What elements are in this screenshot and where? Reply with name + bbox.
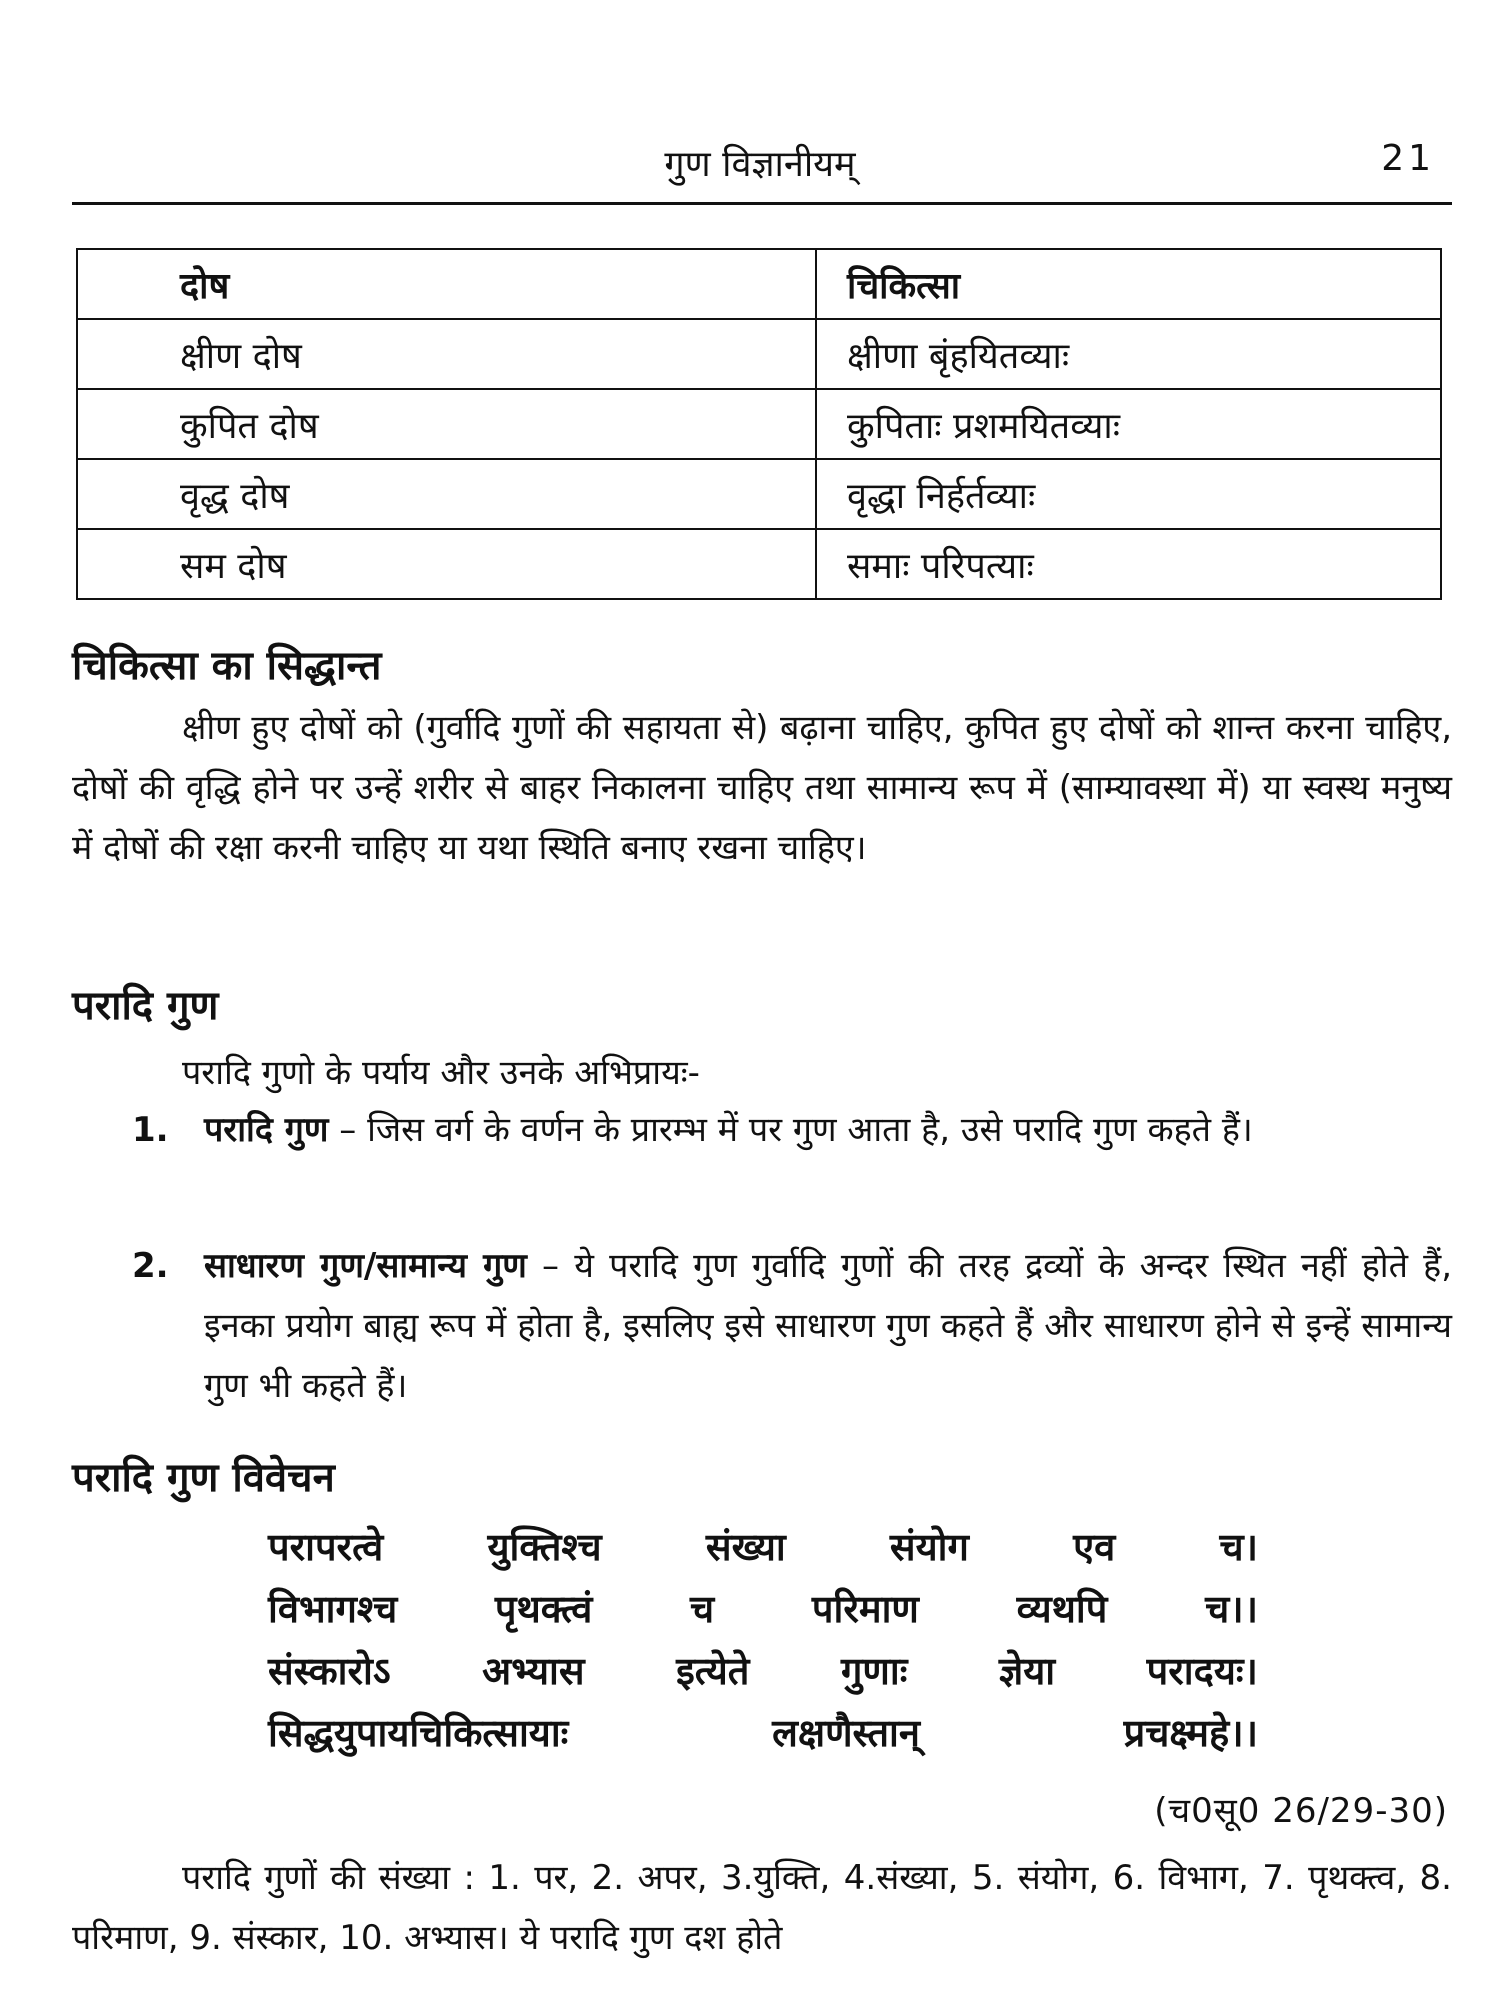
table-header-row — [77, 249, 1441, 319]
verse-word: एव — [1073, 1525, 1116, 1569]
verse-word: ज्ञेया — [998, 1649, 1056, 1693]
verse-word: गुणाः — [841, 1649, 908, 1693]
paragraph-paradi-sankhya: परादि गुणों की संख्या : 1. पर, 2. अपर, 3.युक्ति, 4.संख्या, 5. संयोग, 6. विभाग, 7. पृथक्त्व, 8. परिमाण, 9. संस्कार, 10. अभ्यास। ये परादि गुण दश होते — [72, 1858, 1452, 1958]
dosha-treatment-table — [76, 248, 1442, 600]
verse-word: अभ्यास — [482, 1649, 585, 1693]
verse-word: च।। — [1205, 1587, 1258, 1631]
table-cell-dosha: क्षीण दोष — [77, 319, 816, 389]
verse-word: संख्या — [705, 1525, 786, 1569]
verse-word: युक्तिश्च — [487, 1525, 602, 1569]
sanskrit-verse — [268, 1516, 1258, 1764]
list-number: 2. — [132, 1246, 169, 1286]
paragraph-chikitsa-siddhant: क्षीण हुए दोषों को (गुर्वादि गुणों की सहायता से) बढ़ाना चाहिए, कुपित हुए दोषों को शान्त करना चाहिए, दोषों की वृद्धि होने पर उन्हें शरीर से बाहर निकालना चाहिए तथा सामान्य रूप में (साम्यावस्था में) या स्वस्थ मनुष्य में दोषों की रक्षा करनी चाहिए या यथा स्थिति बनाए रखना चाहिए। — [72, 708, 1452, 868]
verse-word: परापरत्वे — [268, 1525, 384, 1569]
list-term: परादि गुण — [204, 1110, 329, 1150]
verse-citation: (च0सू0 26/29-30) — [1154, 1791, 1448, 1831]
verse-line — [268, 1640, 1258, 1702]
verse-word: इत्येते — [676, 1649, 750, 1693]
verse-word: संयोग — [889, 1525, 969, 1569]
verse-word: लक्षणैस्तान् — [772, 1711, 920, 1755]
running-title: गुण विज्ञानीयम् — [664, 144, 856, 185]
verse-word: परिमाण — [811, 1587, 919, 1631]
table-cell-chikitsa: क्षीणा बृंहयितव्याः — [816, 319, 1441, 389]
verse-word: परादयः। — [1146, 1649, 1258, 1693]
verse-word: व्यथपि — [1016, 1587, 1108, 1631]
verse-word: विभागश्च — [268, 1587, 398, 1631]
table-cell-dosha: वृद्ध दोष — [77, 459, 816, 529]
table-header-dosha: दोष — [77, 249, 816, 319]
verse-word: च — [690, 1587, 715, 1631]
verse-word: प्रचक्ष्महे।। — [1123, 1711, 1258, 1755]
verse-line — [268, 1578, 1258, 1640]
verse-word: संस्कारोऽ — [268, 1649, 391, 1693]
running-head — [75, 130, 1445, 190]
section-heading-paradi-vivechan: परादि गुण विवेचन — [72, 1455, 335, 1501]
header-rule — [72, 202, 1452, 205]
list-term: साधारण गुण/सामान्य गुण — [204, 1246, 527, 1286]
table-cell-dosha: सम दोष — [77, 529, 816, 599]
table-header-chikitsa: चिकित्सा — [816, 249, 1441, 319]
list-item — [132, 1236, 1452, 1416]
table-cell-chikitsa: कुपिताः प्रशमयितव्याः — [816, 389, 1441, 459]
verse-word: पृथक्त्वं — [494, 1587, 593, 1631]
table-cell-dosha: कुपित दोष — [77, 389, 816, 459]
verse-word: सिद्धयुपायचिकित्सायाः — [268, 1711, 569, 1755]
list-text: – ये परादि गुण गुर्वादि गुणों की तरह द्रव्यों के अन्दर स्थित नहीं होते हैं, इनका प्रयोग बाह्य रूप में होता है, इसलिए इसे साधारण गुण कहते हैं और साधारण होने से इन्हें सामान्य गुण भी कहते हैं। — [204, 1246, 1452, 1406]
table-row — [77, 389, 1441, 459]
page-number: 21 — [1381, 138, 1435, 179]
list-number: 1. — [132, 1110, 169, 1150]
list-text: – जिस वर्ग के वर्णन के प्रारम्भ में पर गुण आता है, उसे परादि गुण कहते हैं। — [328, 1110, 1253, 1150]
section-heading-paradi-guna: परादि गुण — [72, 983, 219, 1029]
verse-line — [268, 1702, 1258, 1764]
verse-word: च। — [1219, 1525, 1258, 1569]
verse-line — [268, 1516, 1258, 1578]
table-row — [77, 529, 1441, 599]
table-cell-chikitsa: वृद्धा निर्हर्तव्याः — [816, 459, 1441, 529]
paradi-intro: परादि गुणो के पर्याय और उनके अभिप्रायः- — [182, 1053, 700, 1093]
table-cell-chikitsa: समाः परिपत्याः — [816, 529, 1441, 599]
table-row — [77, 459, 1441, 529]
list-item — [132, 1100, 1452, 1160]
table-row — [77, 319, 1441, 389]
section-heading-chikitsa-siddhant: चिकित्सा का सिद्धान्त — [72, 643, 382, 689]
